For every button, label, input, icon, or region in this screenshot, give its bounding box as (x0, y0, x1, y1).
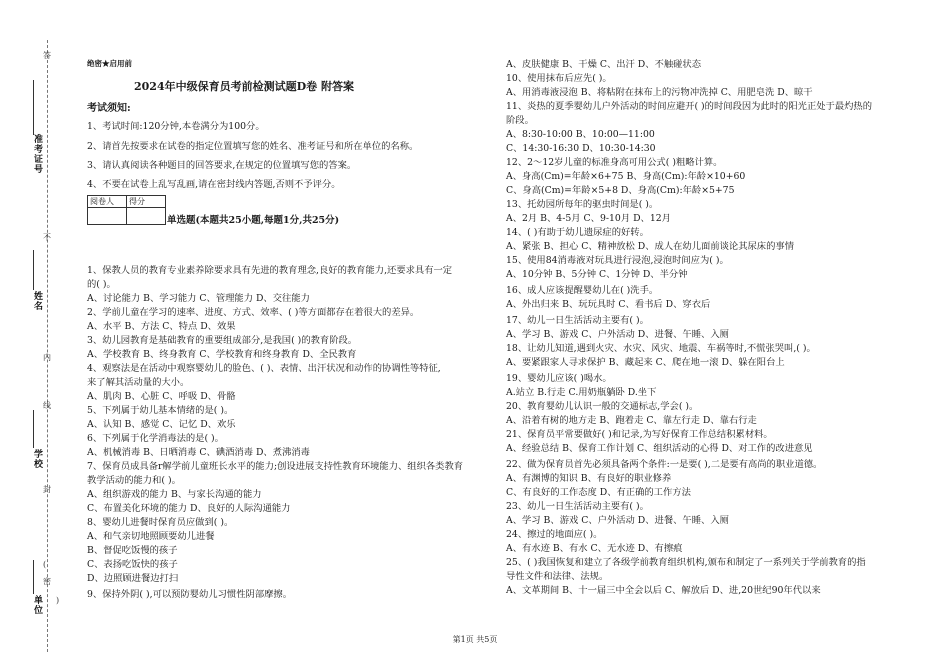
score-table (87, 195, 166, 225)
right-line: 10、使用抹布后应先( )。 (506, 73, 612, 84)
page-title: 2024年中级保育员考前检测试题D卷 附答案 (134, 80, 354, 93)
right-line: 20、教育婴幼儿认识一般的交通标志,学会( )。 (506, 401, 699, 412)
right-line: A、2月 B、4-5月 C、9-10月 D、12月 (506, 213, 671, 224)
right-line: A、沿着有树的地方走 B、跑着走 C、靠左行走 D、靠右行走 (506, 415, 757, 426)
right-line: 25、( )我国恢复和建立了各级学前教育组织机构,颁布和制定了一系列关于学前教育的指 (506, 557, 866, 568)
left-line: 5、下列属于幼儿基本情绪的是( )。 (87, 405, 234, 416)
danwei-blank[interactable] (33, 560, 34, 594)
sidebar-mark-5: 封 (43, 485, 51, 494)
right-line: C、有良好的工作态度 D、有正确的工作方法 (506, 487, 691, 498)
right-line: A、外出归来 B、玩玩具时 C、看书后 D、穿衣后 (506, 299, 711, 310)
left-line: D、边照顾进餐边打扫 (87, 573, 179, 584)
score-table-grader-cell[interactable] (88, 208, 127, 225)
notice-2: 2、请首先按要求在试卷的指定位置填写您的姓名、准考证号和所在单位的名称。 (87, 141, 419, 152)
left-line: 6、下列属于化学消毒法的是( )。 (87, 433, 224, 444)
left-line: 8、婴幼儿进餐时保育员应做到( )。 (87, 517, 234, 528)
right-line: A.站立 B.行走 C.用奶瓶躺卧 D.坐下 (506, 387, 657, 398)
right-line: A、皮肤健康 B、干燥 C、出汗 D、不触碰状态 (506, 59, 702, 70)
notice-1: 1、考试时间:120分钟,本卷满分为100分。 (87, 121, 265, 132)
left-line: 教学活动的能力和( )。 (87, 475, 181, 486)
left-line: A、机械消毒 B、日晒消毒 C、碘酒消毒 D、煮沸消毒 (87, 447, 310, 458)
left-line: A、认知 B、感觉 C、记忆 D、欢乐 (87, 419, 236, 430)
right-line: 阶段。 (506, 115, 534, 126)
left-line: A、学校教育 B、终身教育 C、学校教育和终身教育 D、全民教育 (87, 349, 357, 360)
score-table-score-cell[interactable] (127, 208, 166, 225)
right-line: A、文革期间 B、十一届三中全会以后 C、解放后 D、进,20世纪90年代以来 (506, 585, 821, 596)
right-line: C、身高(Cm)=年龄×5+8 D、身高(Cm):年龄×5+75 (506, 185, 735, 196)
right-line: A、10分钟 B、5分钟 C、1分钟 D、半分钟 (506, 269, 688, 280)
notice-3: 3、请认真阅读各种题目的回答要求,在规定的位置填写您的答案。 (87, 160, 357, 171)
section-title: 单选题(本题共25小题,每题1分,共25分) (167, 215, 340, 226)
right-line: 21、保育员平常要做好( )和记录,为写好保育工作总结积累材料。 (506, 429, 773, 440)
right-line: A、8:30-10:00 B、10:00—11:00 (506, 129, 655, 140)
left-line: 7、保育员成具备r解学前儿童班长水平的能力;创设进展支持性教育环境能力、组织各类教育 (87, 461, 464, 472)
notice-4: 4、不要在试卷上乱写乱画,请在密封线内答题,否则不予评分。 (87, 179, 341, 190)
xingming-label: 姓名 (34, 292, 44, 312)
sidebar-paren-top: ( (43, 560, 47, 569)
left-line: C、表扬吃饭快的孩子 (87, 559, 178, 570)
sidebar-mark-4: 线 (43, 401, 51, 410)
danwei-label: 单位 (34, 596, 44, 616)
binding-dashed-line (47, 40, 48, 652)
right-line: 16、成人应该提醒婴幼儿在( )洗手。 (506, 285, 659, 296)
sidebar-mark-6: 密 (43, 577, 51, 586)
xuexiao-blank[interactable] (33, 410, 34, 448)
right-line: A、学习 B、游戏 C、户外活动 D、进餐、午睡、入厕 (506, 515, 729, 526)
right-line: 24、擦过的地面应( )。 (506, 529, 603, 540)
left-line: 2、学前儿童在学习的速率、进度、方式、效率、( )等方面都存在着很大的差异。 (87, 307, 420, 318)
right-line: 13、托幼园所每年的驱虫时间是( )。 (506, 199, 659, 210)
right-line: 23、幼儿一日生活活动主要有( )。 (506, 501, 649, 512)
right-line: 导性文件和法律、法规。 (506, 571, 609, 582)
zhunkaozheng-blank[interactable] (33, 80, 34, 135)
right-line: 19、婴幼儿应该( )喝水。 (506, 373, 612, 384)
left-line: A、肌肉 B、心脏 C、呼吸 D、骨骼 (87, 391, 236, 402)
left-line: C、布置美化环境的能力 D、良好的人际沟通能力 (87, 503, 291, 514)
sidebar-mark-2: 不 (43, 233, 51, 242)
right-line: A、有渊博的知识 B、有良好的职业修养 (506, 473, 672, 484)
right-line: 17、幼儿一日生活活动主要有( )。 (506, 315, 649, 326)
score-table-score-header: 得分 (127, 196, 166, 208)
zhunkaozheng-label: 准考证号 (34, 135, 44, 175)
left-line: B、督促吃饭慢的孩子 (87, 545, 178, 556)
notice-heading: 考试须知: (87, 103, 131, 114)
left-line: 1、保教人员的教育专业素养除要求具有先进的教育理念,良好的教育能力,还要求具有一定 (87, 265, 453, 276)
score-table-grader-header: 阅卷人 (88, 196, 127, 208)
right-line: 15、使用84消毒液对玩具进行浸泡,浸泡时间应为( )。 (506, 255, 729, 266)
sidebar-mark-1: 答 (43, 51, 51, 60)
right-line: 12、2～12岁儿童的标准身高可用公式( )粗略计算。 (506, 157, 723, 168)
page-footer: 第1页 共5页 (452, 635, 498, 644)
left-line: 9、保持外阴( ),可以预防婴幼儿习惯性阴部摩擦。 (87, 589, 293, 600)
left-line: 的( )。 (87, 279, 116, 290)
right-line: 18、让幼儿知道,遇到火灾、水灾、风灾、地震、车祸等时,不慌张哭叫,( )。 (506, 343, 816, 354)
right-line: A、有水迹 B、有水 C、无水迹 D、有擦痕 (506, 543, 683, 554)
right-line: A、学习 B、游戏 C、户外活动 D、进餐、午睡、入厕 (506, 329, 729, 340)
right-line: A、身高(Cm)=年龄×6+75 B、身高(Cm):年龄×10+60 (506, 171, 746, 182)
left-line: A、组织游戏的能力 B、与家长沟通的能力 (87, 489, 262, 500)
left-line: A、水平 B、方法 C、特点 D、效果 (87, 321, 236, 332)
right-line: 14、( )有助于幼儿遗尿症的好转。 (506, 227, 649, 238)
right-line: 11、炎热的夏季婴幼儿户外活动的时间应避开( )的时间段因为此时的阳光正处于最灼热的 (506, 101, 873, 112)
sidebar-paren-bottom: ) (56, 596, 60, 605)
left-line: A、讨论能力 B、学习能力 C、管理能力 D、交往能力 (87, 293, 310, 304)
right-line: A、紧张 B、担心 C、精神放松 D、成人在幼儿面前谈论其尿床的事情 (506, 241, 794, 252)
xuexiao-label: 学校 (34, 450, 44, 470)
left-line: 4、观察法是在活动中观察婴幼儿的脸色、( )、表情、出汗状况和动作的协调性等特征, (87, 363, 441, 374)
right-line: 22、做为保育员首先必须具备两个条件:一是要( ),二是要有高尚的职业道德。 (506, 459, 823, 470)
header-tag: 绝密★启用前 (87, 59, 132, 68)
right-line: A、要紧跟家人寻求保护 B、藏起来 C、爬在地一滚 D、躲在阳台上 (506, 357, 785, 368)
left-line: A、和气亲切地照顾要幼儿进餐 (87, 531, 215, 542)
right-line: A、用消毒液浸泡 B、将粘附在抹布上的污物冲洗掉 C、用肥皂洗 D、晾干 (506, 87, 813, 98)
left-line: 来了解其活动量的大小。 (87, 377, 190, 388)
left-line: 3、幼儿园教育是基础教育的重要组成部分,是我国( )的教育阶段。 (87, 335, 358, 346)
xingming-blank[interactable] (33, 250, 34, 290)
right-line: A、经验总结 B、保育工作计划 C、组织活动的心得 D、对工作的改进意见 (506, 443, 813, 454)
right-line: C、14:30-16:30 D、10:30-14:30 (506, 143, 656, 154)
sidebar-mark-3: 内 (43, 353, 51, 362)
